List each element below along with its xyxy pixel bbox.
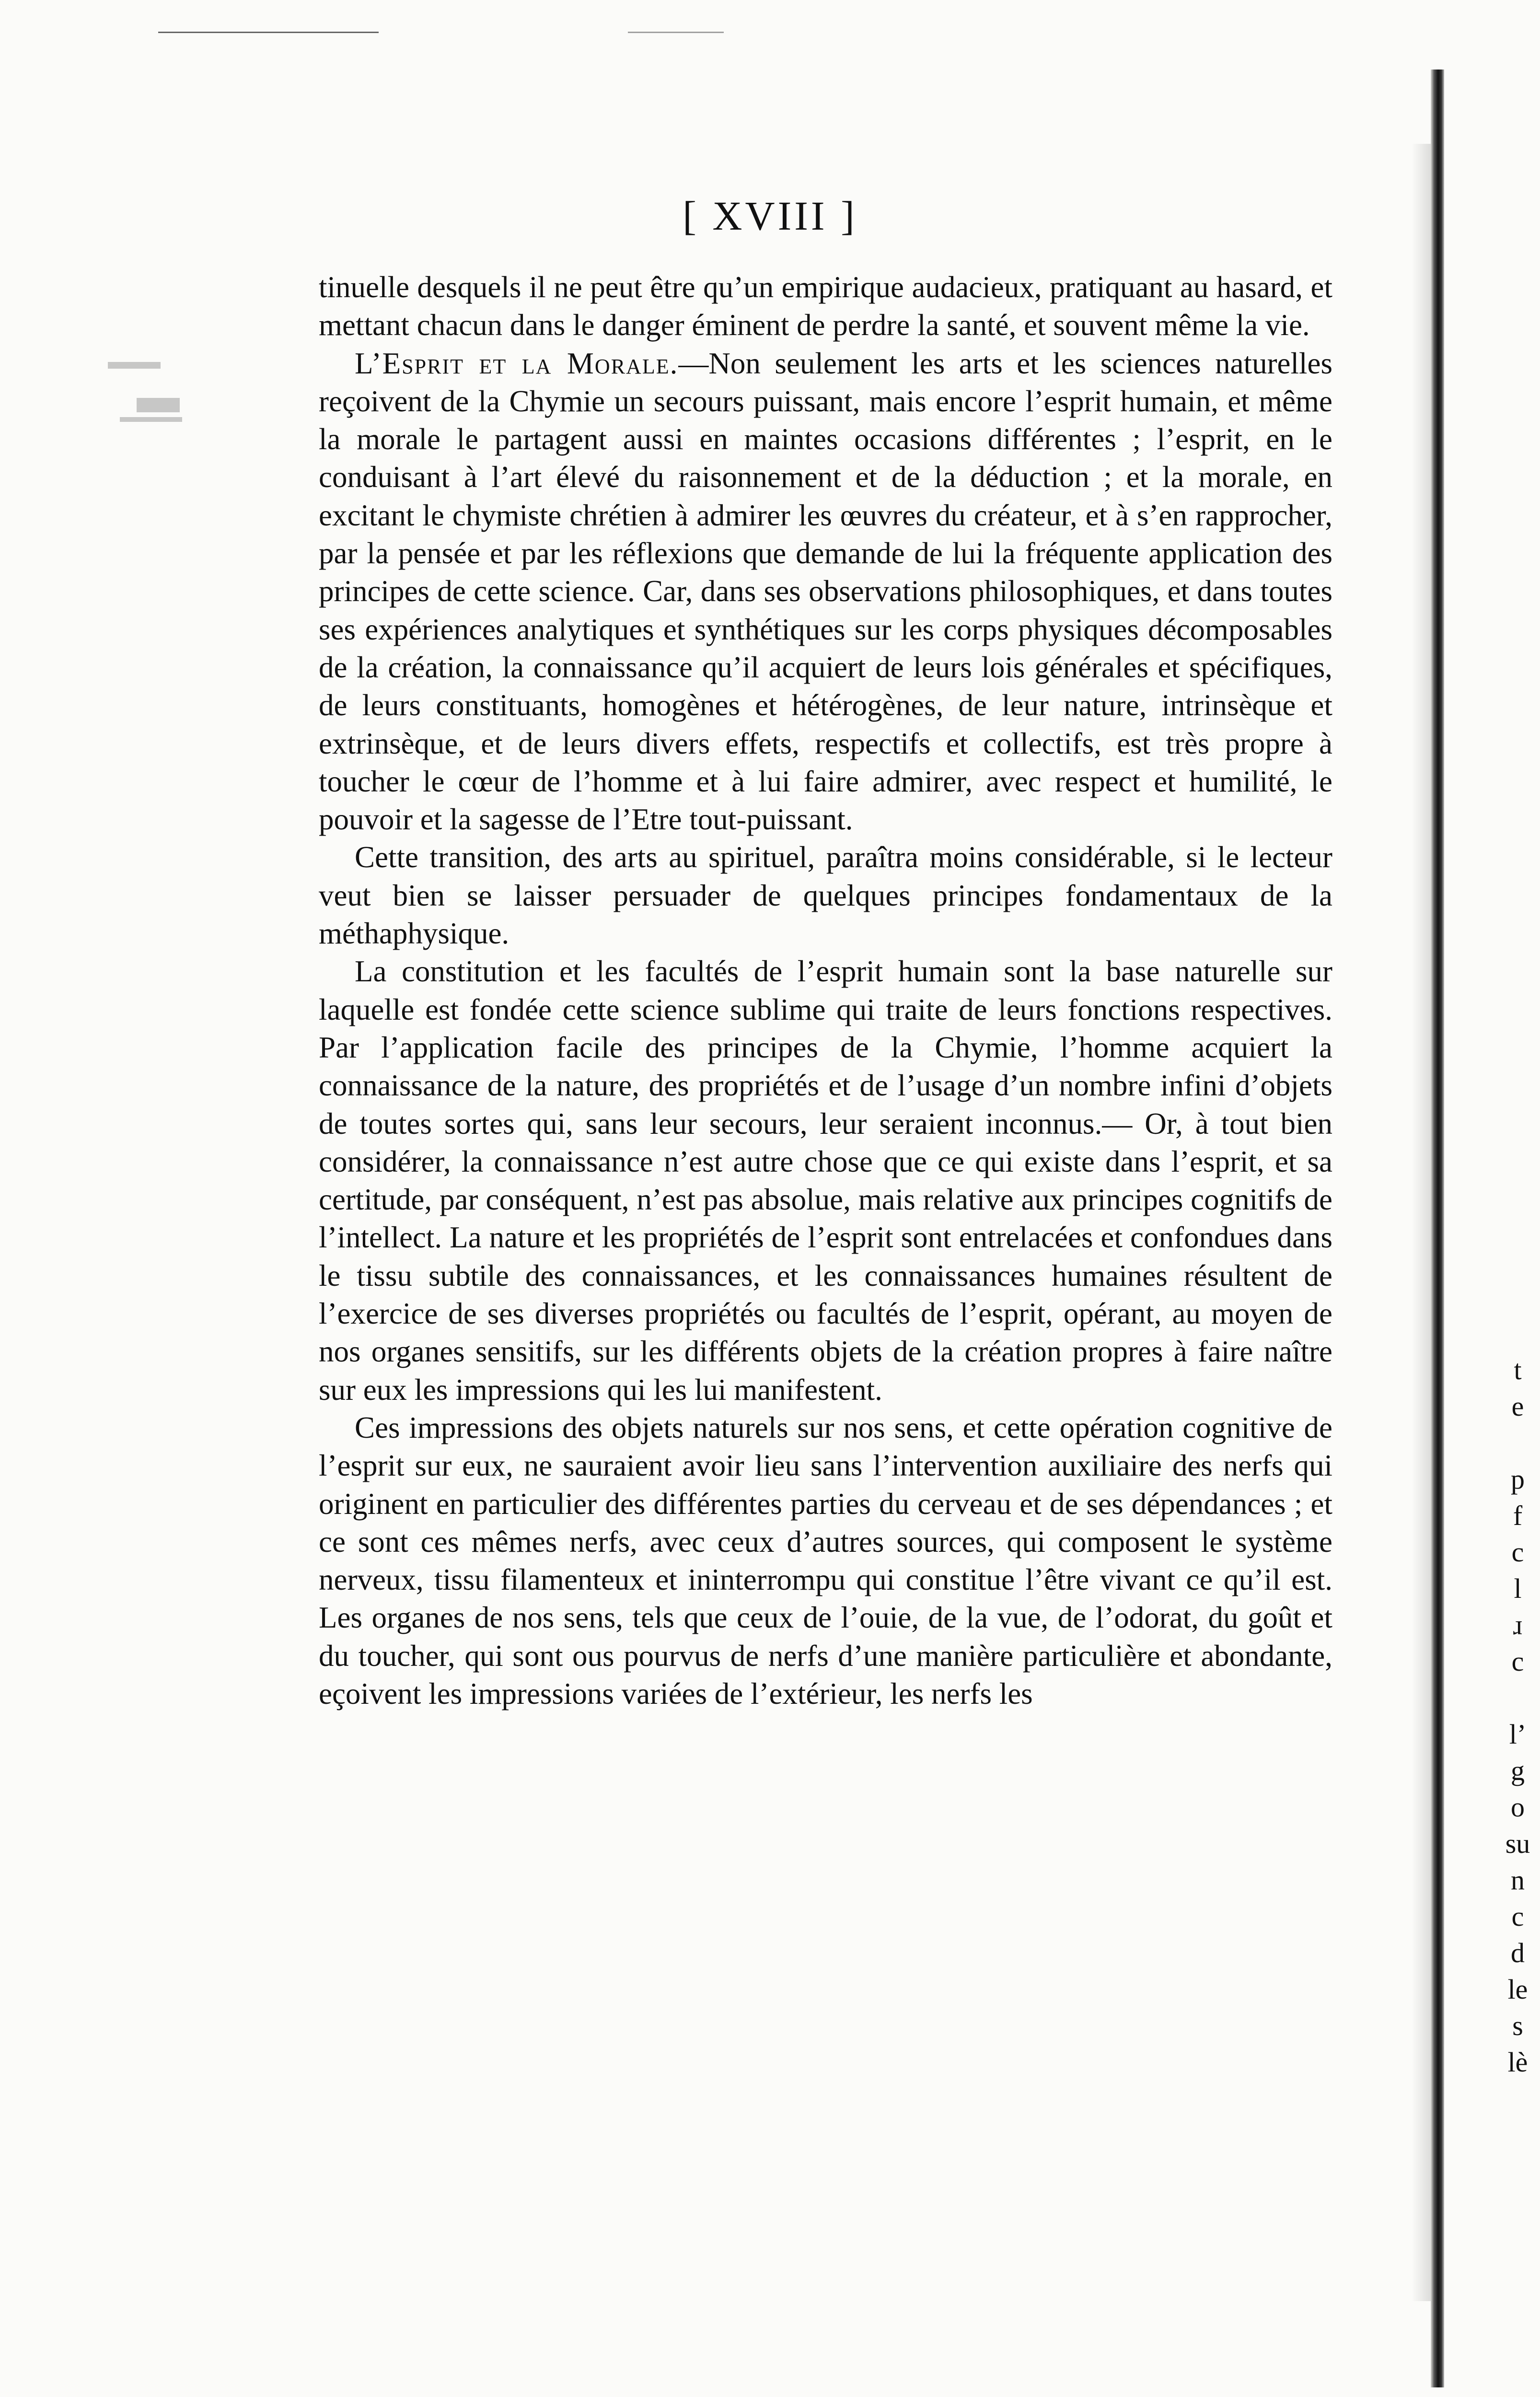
facing-page-fragment: c (1511, 1901, 1524, 1932)
facing-page-fragment: le (1507, 1974, 1528, 2005)
paragraph-text: Ces impressions des objets naturels sur nos sens, et cette opération cognitive de l’esprit sur eux, ne sauraient avoir lieu sans l’intervention auxiliaire des nerfs qui originent en particulier des différentes parties du cerveau et de ses dépendances ; et ce sont ces mêmes nerfs, avec ceux d’autres sources, qui composent le système nerveux, tissu filamenteux et ininterrompu qui constitue l’être vivant ce qu’il est. Les organes de nos sens, tels que ceux de l’ouie, de la vue, de l’odorat, du goût et du toucher, qui sont ous pourvus de nerfs d’une manière particulière et abondante, eçoivent les impressions variées de l’extérieur, les nerfs les (319, 1410, 1332, 1710)
facing-page-fragment: p (1511, 1464, 1525, 1495)
margin-smudge (120, 417, 182, 422)
scan-edge-line (158, 32, 379, 33)
page-number: [ XVIII ] (683, 193, 857, 239)
paragraph (319, 268, 1332, 345)
paragraph-text: —Non seulement les arts et les sciences naturelles reçoivent de la Chymie un secours puissant, mais encore l’esprit humain, et même la morale le partagent aussi en maintes occasions différentes ; l’esprit, en le conduisant à l’art élevé du raisonnement et de la déduction ; et la morale, en excitant le chymiste chrétien à admirer les œuvres du créateur, et à s’en rapprocher, par la pensée et par les réflexions que demande de lui la fréquente application des principes de cette science. Car, dans ses observations philosophiques, et dans toutes ses expériences analytiques et synthétiques sur les corps physiques décomposables de la création, la connaissance qu’il acquiert de leurs lois générales et spécifiques, de leurs constituants, homogènes et hétérogènes, de leur nature, intrinsèque et extrinsèque, et de leurs divers effets, respectifs et collectifs, est très propre à toucher le cœur de l’homme et à lui faire admirer, avec respect et humilité, le pouvoir et la sagesse de l’Etre tout-puissant. (319, 346, 1332, 837)
facing-page-fragment: f (1513, 1500, 1523, 1531)
paragraph (319, 953, 1332, 1409)
facing-page-fragment: g (1511, 1755, 1525, 1786)
gutter-shadow (1412, 144, 1431, 2301)
facing-page-fragment: su (1505, 1828, 1530, 1859)
paragraph (319, 1409, 1332, 1713)
facing-page-fragment: d (1511, 1937, 1525, 1968)
facing-page-fragment: ɹ (1513, 1609, 1523, 1641)
facing-page-fragment: l (1514, 1573, 1522, 1604)
paragraph (319, 345, 1332, 839)
facing-page-fragment: n (1511, 1864, 1525, 1896)
paragraph-text: La constitution et les facultés de l’esprit humain sont la base naturelle sur laquelle est fondée cette science sublime qui traite de leurs fonctions respectives. Par l’application facile des principes de la Chymie, l’homme acquiert la connaissance de la nature, des propriétés et de l’usage d’un nombre infini d’objets de toutes sortes qui, sans leur secours, leur seraient inconnus.— Or, à tout bien considérer, la connaissance n’est autre chose que ce qui existe dans l’esprit, et sa certitude, par conséquent, n’est pas absolue, mais relative aux principes cognitifs de l’intellect. La nature et les propriétés de l’esprit sont entrelacées et confondues dans le tissu subtile des connaissances, et les connaissances humaines résultent de l’exercice de ses diverses propriétés ou facultés de l’esprit, opérant, au moyen de nos organes sensitifs, sur les différents objets de la création propres à faire naître sur eux les impressions qui les lui manifestent. (319, 954, 1332, 1407)
paragraph (319, 838, 1332, 953)
body-text (319, 268, 1332, 1713)
paragraph-text: Cette transition, des arts au spirituel, paraîtra moins considérable, si le lecteur veut bien se laisser persuader de quelques principes fondamentaux de la méthaphysique. (319, 840, 1332, 951)
margin-smudge (137, 398, 180, 412)
facing-page-edge (1495, 1352, 1540, 2081)
scan-edge-line (628, 32, 724, 33)
book-spine (1431, 70, 1444, 2387)
facing-page-fragment: t (1514, 1354, 1522, 1385)
facing-page-fragment: l’ (1509, 1719, 1527, 1750)
facing-page-fragment (1495, 1425, 1540, 1461)
facing-page-fragment: o (1511, 1792, 1525, 1823)
facing-page-fragment: c (1511, 1536, 1524, 1568)
facing-page-fragment: s (1512, 2010, 1523, 2041)
paragraph-text: tinuelle desquels il ne peut être qu’un empirique audacieux, pratiquant au hasard, et mettant chacun dans le danger éminent de perdre la santé, et souvent même la vie. (319, 270, 1332, 342)
facing-page-fragment: c (1511, 1646, 1524, 1677)
facing-page-fragment (1495, 1680, 1540, 1716)
margin-smudge (108, 362, 161, 369)
facing-page-fragment: e (1511, 1391, 1524, 1422)
section-heading: L’Esprit et la Morale. (355, 346, 679, 380)
facing-page-fragment: lè (1507, 2047, 1528, 2078)
